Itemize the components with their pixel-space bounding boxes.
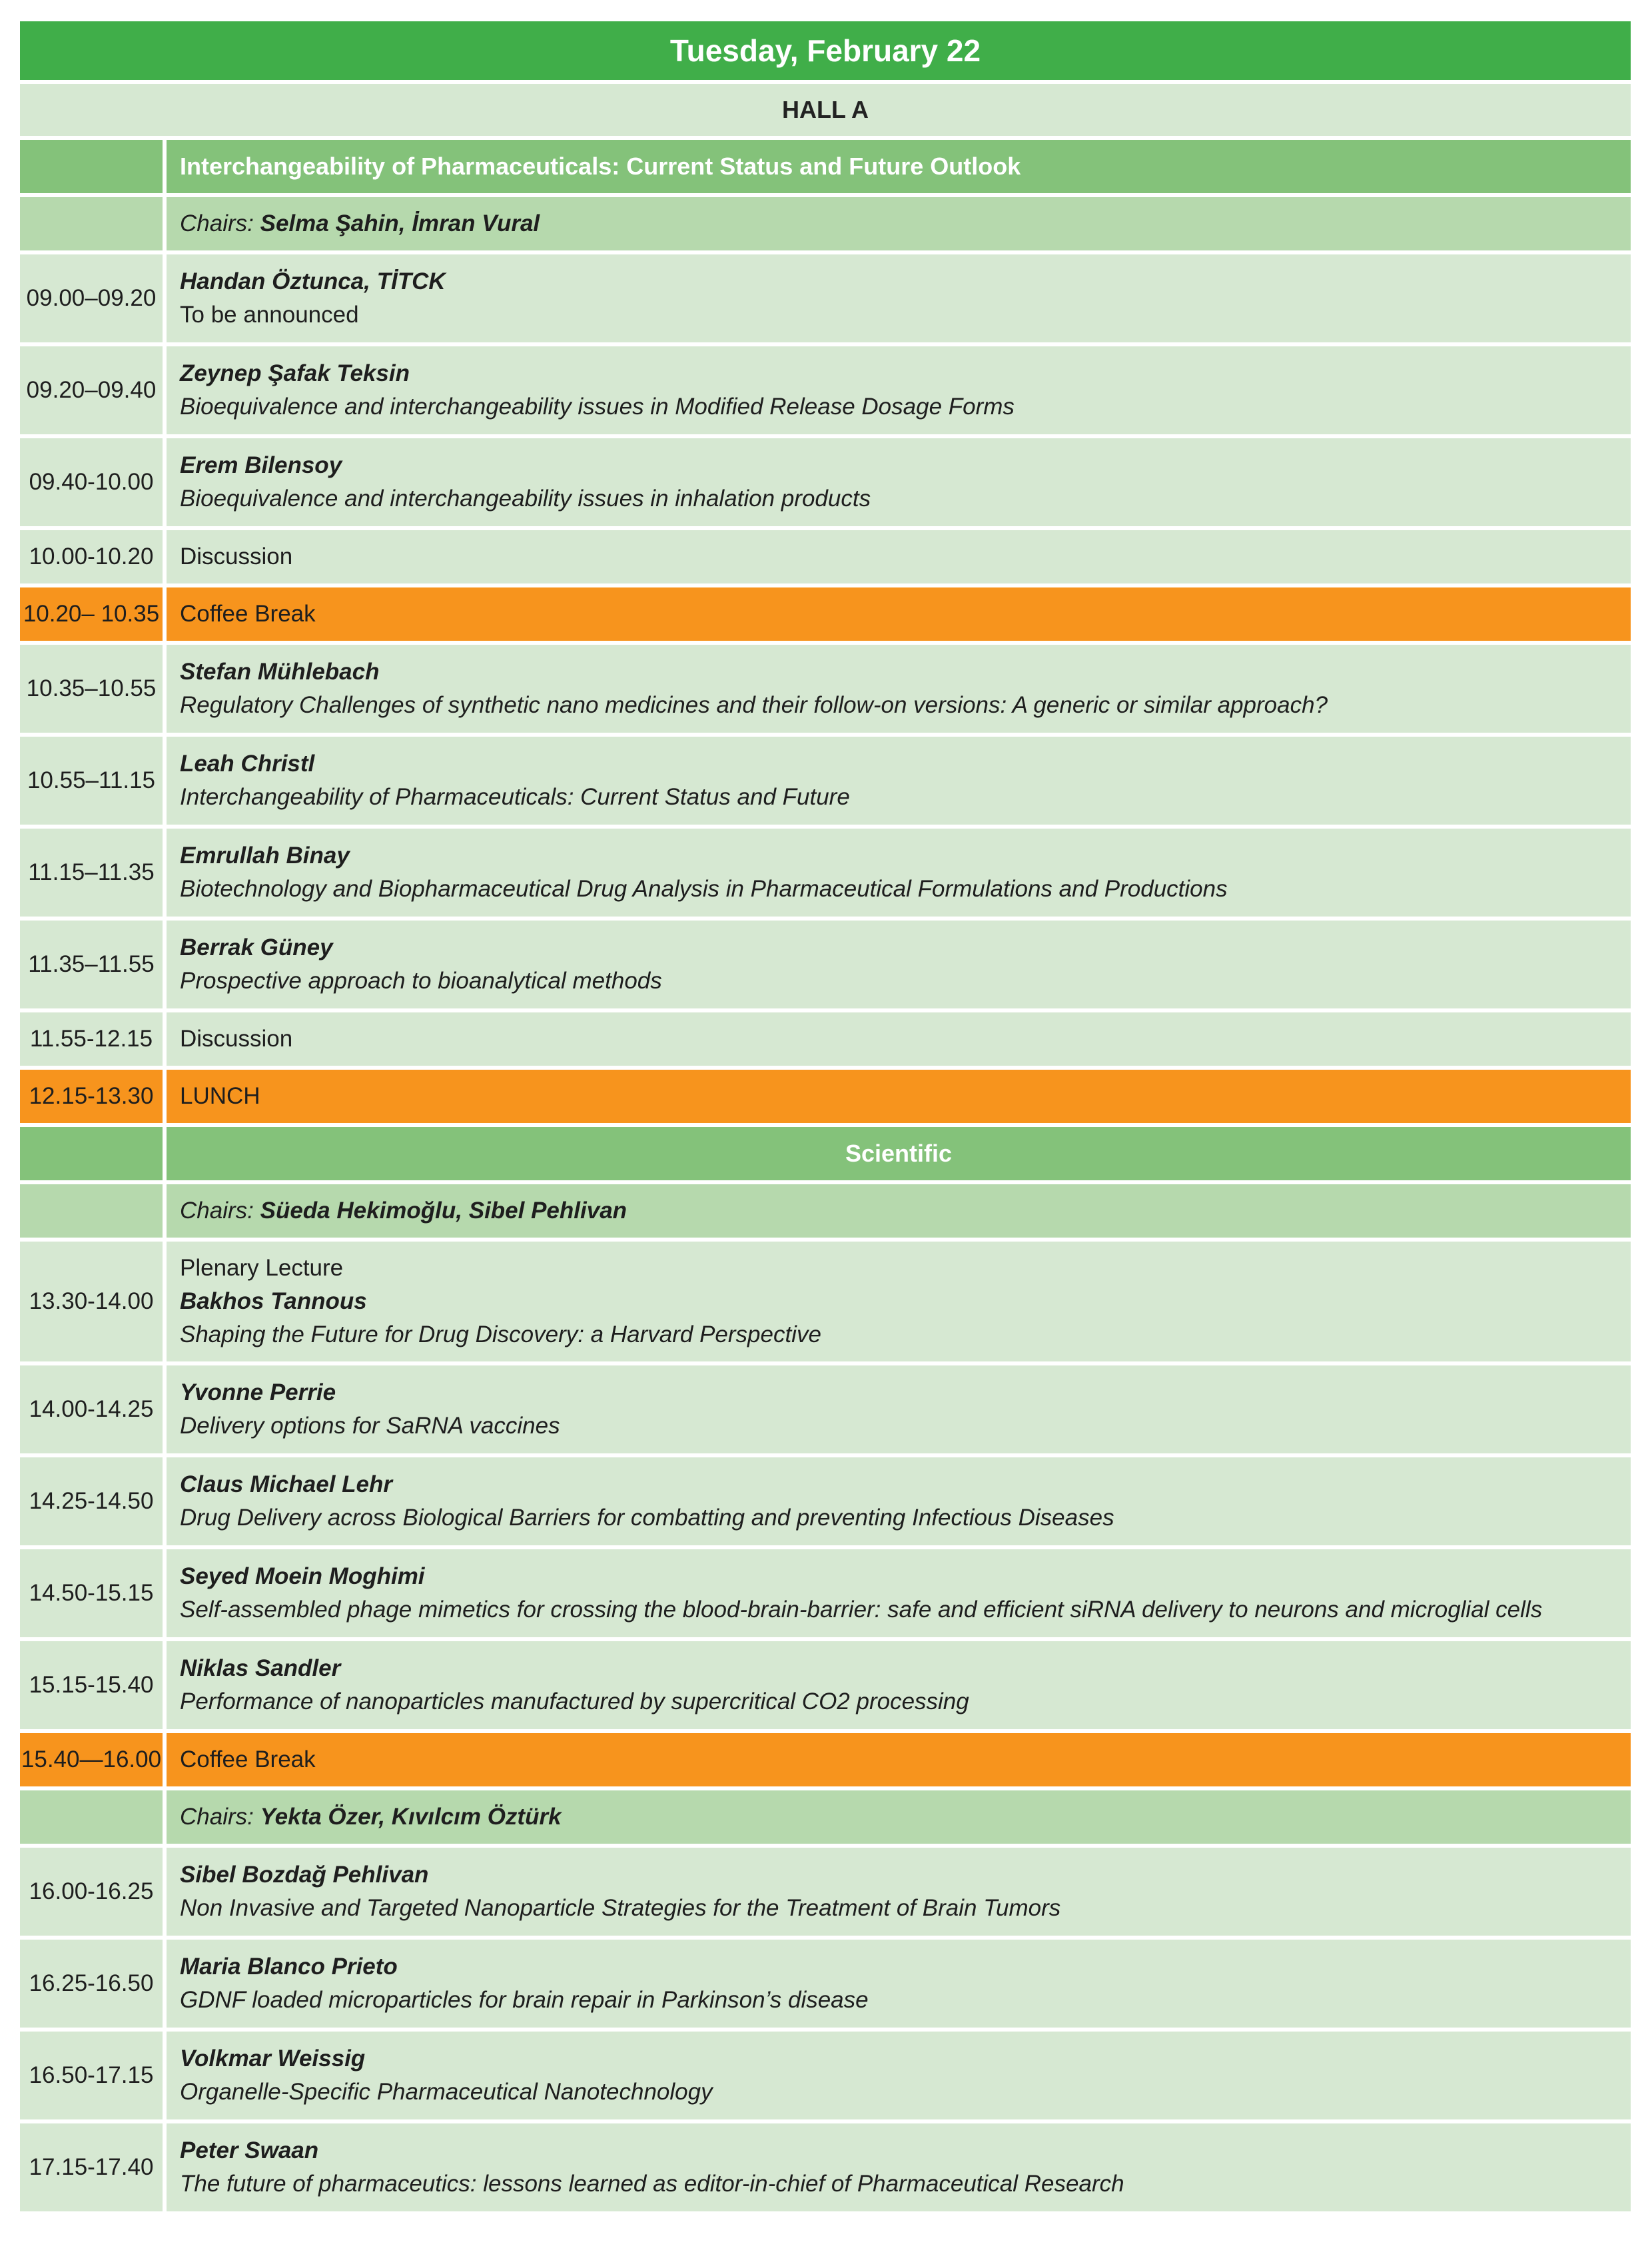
content-cell: [167, 829, 1631, 917]
speaker-name: Bakhos Tannous: [180, 1288, 367, 1314]
chairs-line: [180, 1800, 1631, 1834]
time-cell: [20, 1184, 163, 1238]
chairs-names: Selma Şahin, İmran Vural: [260, 210, 540, 236]
talk-row: [20, 1940, 1631, 2028]
speaker-name: Erem Bilensoy: [180, 452, 342, 478]
talk-title: GDNF loaded microparticles for brain repair in Parkinson’s disease: [180, 1987, 869, 2013]
talk-row: [20, 254, 1631, 342]
content-cell: [167, 1365, 1631, 1453]
day-header-row: [20, 21, 1631, 80]
talk-title: Non Invasive and Targeted Nanoparticle Strategies for the Treatment of Brain Tumors: [180, 1895, 1061, 1921]
content-cell: [167, 346, 1631, 434]
hall-title: HALL A: [20, 84, 1631, 136]
talk-row: [20, 346, 1631, 434]
talk-title: The future of pharmaceutics: lessons learned as editor-in-chief of Pharmaceutical Research: [180, 2171, 1124, 2197]
talk-row: [20, 1641, 1631, 1729]
talk-row: [20, 2123, 1631, 2211]
chairs-line: [180, 1194, 1631, 1228]
content-cell: [167, 645, 1631, 733]
talk-row: [20, 438, 1631, 526]
content-cell: [167, 197, 1631, 250]
chairs-row: [20, 197, 1631, 250]
schedule-rows: [20, 140, 1631, 2211]
content-cell: [167, 1242, 1631, 1361]
content-cell: [167, 1457, 1631, 1545]
time-cell: 14.25-14.50: [20, 1457, 163, 1545]
talk-row: [20, 1365, 1631, 1453]
speaker-name: Zeynep Şafak Teksin: [180, 360, 410, 386]
time-cell: 10.00-10.20: [20, 530, 163, 583]
time-cell: 09.20–09.40: [20, 346, 163, 434]
time-cell: [20, 1127, 163, 1180]
chairs-row: [20, 1790, 1631, 1844]
plain-row: [20, 1012, 1631, 1066]
content-cell: [167, 2032, 1631, 2119]
session-row: [20, 140, 1631, 193]
break-row: [20, 1070, 1631, 1123]
speaker-name: Stefan Mühlebach: [180, 659, 380, 685]
talk-title: Performance of nanoparticles manufactured by supercritical CO2 processing: [180, 1689, 969, 1714]
chairs-label: Chairs:: [180, 1804, 254, 1830]
content-cell: [167, 254, 1631, 342]
speaker-name: Handan Öztunca, TİTCK: [180, 268, 446, 294]
speaker-name: Maria Blanco Prieto: [180, 1954, 398, 1980]
speaker-name: Berrak Güney: [180, 935, 333, 960]
content-cell: [167, 1012, 1631, 1066]
chairs-label: Chairs:: [180, 210, 254, 236]
talk-row: [20, 2032, 1631, 2119]
chairs-line: [180, 207, 1631, 240]
talk-title: Biotechnology and Biopharmaceutical Drug Analysis in Pharmaceutical Formulations and Productions: [180, 876, 1228, 902]
time-cell: 11.35–11.55: [20, 921, 163, 1008]
plenary-row: [20, 1242, 1631, 1361]
time-cell: 12.15-13.30: [20, 1070, 163, 1123]
content-cell: [167, 2123, 1631, 2211]
talk-title: Delivery options for SaRNA vaccines: [180, 1413, 560, 1439]
speaker-name: Peter Swaan: [180, 2137, 319, 2163]
speaker-name: Emrullah Binay: [180, 843, 350, 869]
talk-title: Organelle-Specific Pharmaceutical Nanotechnology: [180, 2079, 713, 2105]
content-cell: [167, 1641, 1631, 1729]
talk-row: [20, 829, 1631, 917]
time-cell: 10.20– 10.35: [20, 587, 163, 641]
content-cell: [167, 438, 1631, 526]
speaker-name: Yvonne Perrie: [180, 1379, 336, 1405]
content-cell: [167, 737, 1631, 825]
talk-title: Prospective approach to bioanalytical methods: [180, 968, 662, 994]
time-cell: 09.40-10.00: [20, 438, 163, 526]
speaker-name: Sibel Bozdağ Pehlivan: [180, 1862, 429, 1888]
break-label: Coffee Break: [180, 1746, 316, 1772]
speaker-name: Leah Christl: [180, 751, 315, 777]
content-cell: [167, 1184, 1631, 1238]
chairs-names: Süeda Hekimoğlu, Sibel Pehlivan: [260, 1198, 627, 1224]
talk-title: Shaping the Future for Drug Discovery: a Harvard Perspective: [180, 1322, 821, 1347]
content-cell: [167, 530, 1631, 583]
chairs-names: Yekta Özer, Kıvılcım Öztürk: [260, 1804, 562, 1830]
time-cell: 16.50-17.15: [20, 2032, 163, 2119]
time-cell: 10.55–11.15: [20, 737, 163, 825]
talk-title: Interchangeability of Pharmaceuticals: Current Status and Future: [180, 784, 850, 810]
session-title: Interchangeability of Pharmaceuticals: Current Status and Future Outlook: [180, 153, 1021, 180]
chairs-row: [20, 1184, 1631, 1238]
day-title: Tuesday, February 22: [20, 21, 1631, 80]
time-cell: [20, 140, 163, 193]
time-cell: 16.00-16.25: [20, 1848, 163, 1936]
content-cell: [167, 1549, 1631, 1637]
session-row: [20, 1127, 1631, 1180]
talk-row: [20, 737, 1631, 825]
content-cell: [167, 921, 1631, 1008]
time-cell: [20, 1790, 163, 1844]
time-cell: 11.55-12.15: [20, 1012, 163, 1066]
talk-title: Regulatory Challenges of synthetic nano medicines and their follow-on versions: A generic or similar approach?: [180, 692, 1328, 718]
time-cell: 14.50-15.15: [20, 1549, 163, 1637]
time-cell: 17.15-17.40: [20, 2123, 163, 2211]
talk-title: Bioequivalence and interchangeability issues in Modified Release Dosage Forms: [180, 394, 1015, 420]
time-cell: 14.00-14.25: [20, 1365, 163, 1453]
speaker-name: Niklas Sandler: [180, 1655, 341, 1681]
content-cell: [167, 1070, 1631, 1123]
time-cell: 11.15–11.35: [20, 829, 163, 917]
time-cell: [20, 197, 163, 250]
talk-row: [20, 921, 1631, 1008]
break-row: [20, 1733, 1631, 1786]
talk-row: [20, 645, 1631, 733]
hall-header-row: [20, 84, 1631, 136]
time-cell: 10.35–10.55: [20, 645, 163, 733]
time-cell: 15.40—16.00: [20, 1733, 163, 1786]
content-cell: [167, 140, 1631, 193]
talk-title: Self-assembled phage mimetics for crossing the blood-brain-barrier: safe and efficient siRNA delivery to neurons and microglial cells: [180, 1597, 1543, 1623]
plain-label: Discussion: [180, 544, 293, 569]
time-cell: 15.15-15.40: [20, 1641, 163, 1729]
talk-title: Drug Delivery across Biological Barriers for combatting and preventing Infectious Diseases: [180, 1505, 1114, 1531]
content-cell: [167, 1790, 1631, 1844]
content-cell: [167, 1733, 1631, 1786]
content-cell: [167, 1940, 1631, 2028]
talk-row: [20, 1549, 1631, 1637]
talk-row: [20, 1457, 1631, 1545]
break-row: [20, 587, 1631, 641]
plenary-label: Plenary Lecture: [180, 1255, 344, 1281]
time-cell: 13.30-14.00: [20, 1242, 163, 1361]
talk-row: [20, 1848, 1631, 1936]
time-cell: 16.25-16.50: [20, 1940, 163, 2028]
plain-label: Discussion: [180, 1026, 293, 1052]
time-cell: 09.00–09.20: [20, 254, 163, 342]
talk-title: To be announced: [180, 302, 359, 328]
schedule-table: [20, 21, 1631, 2215]
chairs-label: Chairs:: [180, 1198, 254, 1224]
speaker-name: Claus Michael Lehr: [180, 1471, 392, 1497]
break-label: LUNCH: [180, 1083, 260, 1109]
break-label: Coffee Break: [180, 601, 316, 627]
talk-title: Bioequivalence and interchangeability issues in inhalation products: [180, 486, 871, 512]
plain-row: [20, 530, 1631, 583]
session-title: Scientific: [845, 1140, 953, 1167]
speaker-name: Seyed Moein Moghimi: [180, 1563, 425, 1589]
content-cell: [167, 1848, 1631, 1936]
content-cell: [167, 1127, 1631, 1180]
content-cell: [167, 587, 1631, 641]
speaker-name: Volkmar Weissig: [180, 2046, 366, 2072]
